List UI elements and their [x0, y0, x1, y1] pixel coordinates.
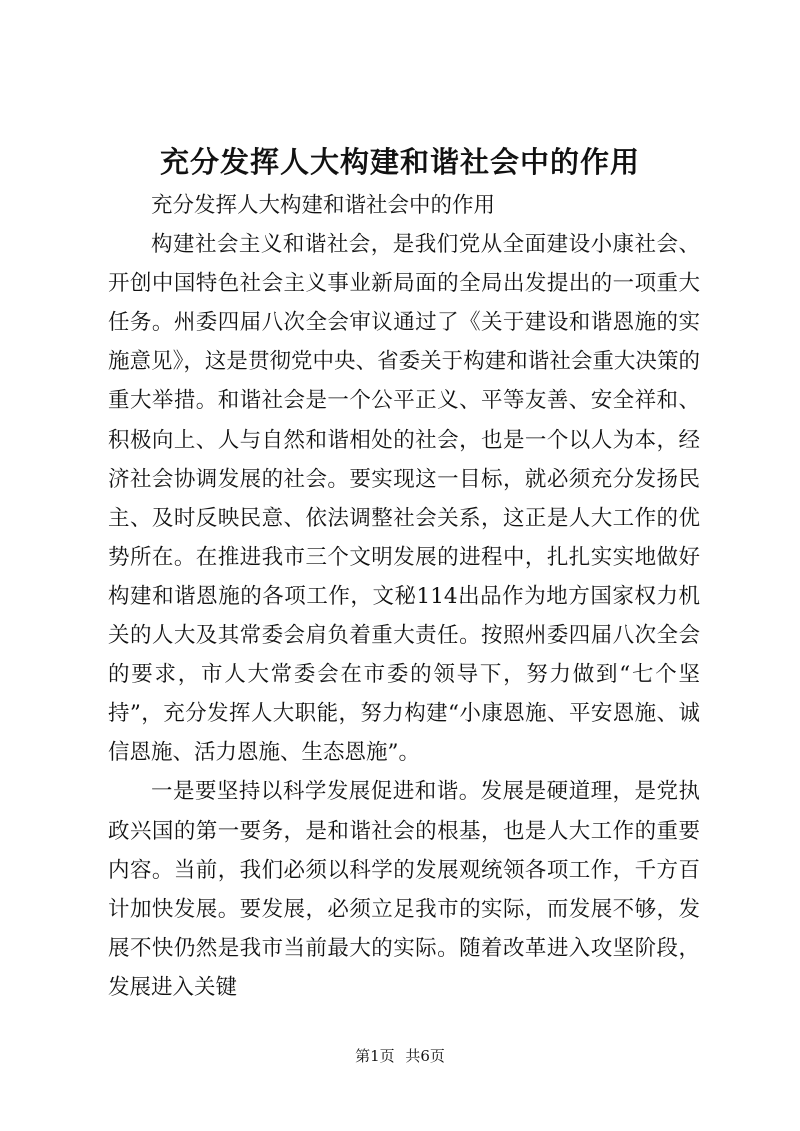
paragraph-subtitle: 充分发挥人大构建和谐社会中的作用: [151, 193, 496, 218]
paragraph-point-one: 一是要坚持以科学发展促进和谐。发展是硬道理，是党执政兴国的第一要务，是和谐社会的根基，也是人大工作的重要内容。当前，我们必须以科学的发展观统领各项工作，千方百计加快发展。要发展，必须立足我市的实际，而发展不够，发展不快仍然是我市当前最大的实际。随着改革进入攻坚阶段，发展进入关键: [108, 779, 700, 1000]
page-number: 第1页: [355, 1047, 395, 1065]
page-footer: [0, 1046, 800, 1066]
document-body: [108, 186, 700, 1007]
page-title: 充分发挥人大构建和谐社会中的作用: [159, 145, 640, 179]
paragraph-intro: 构建社会主义和谐社会，是我们党从全面建设小康社会、开创中国特色社会主义事业新局面的全局出发提出的一项重大任务。州委四届八次全会审议通过了《关于建设和谐恩施的实施意见》，这是贯彻党中央、省委关于构建和谐社会重大决策的重大举措。和谐社会是一个公平正义、平等友善、安全祥和、积极向上、人与自然和谐相处的社会，也是一个以人为本，经济社会协调发展的社会。要实现这一目标，就必须充分发扬民主、及时反映民意、依法调整社会关系，这正是人大工作的优势所在。在推进我市三个文明发展的进程中，扎扎实实地做好构建和谐恩施的各项工作，文秘114出品作为地方国家权力机关的人大及其常委会肩负着重大责任。按照州委四届八次全会的要求，市人大常委会在市委的领导下，努力做到“七个坚持”，充分发挥人大职能，努力构建“小康恩施、平安恩施、诚信恩施、活力恩施、生态恩施”。: [108, 232, 700, 766]
page-total: 共6页: [405, 1047, 445, 1065]
